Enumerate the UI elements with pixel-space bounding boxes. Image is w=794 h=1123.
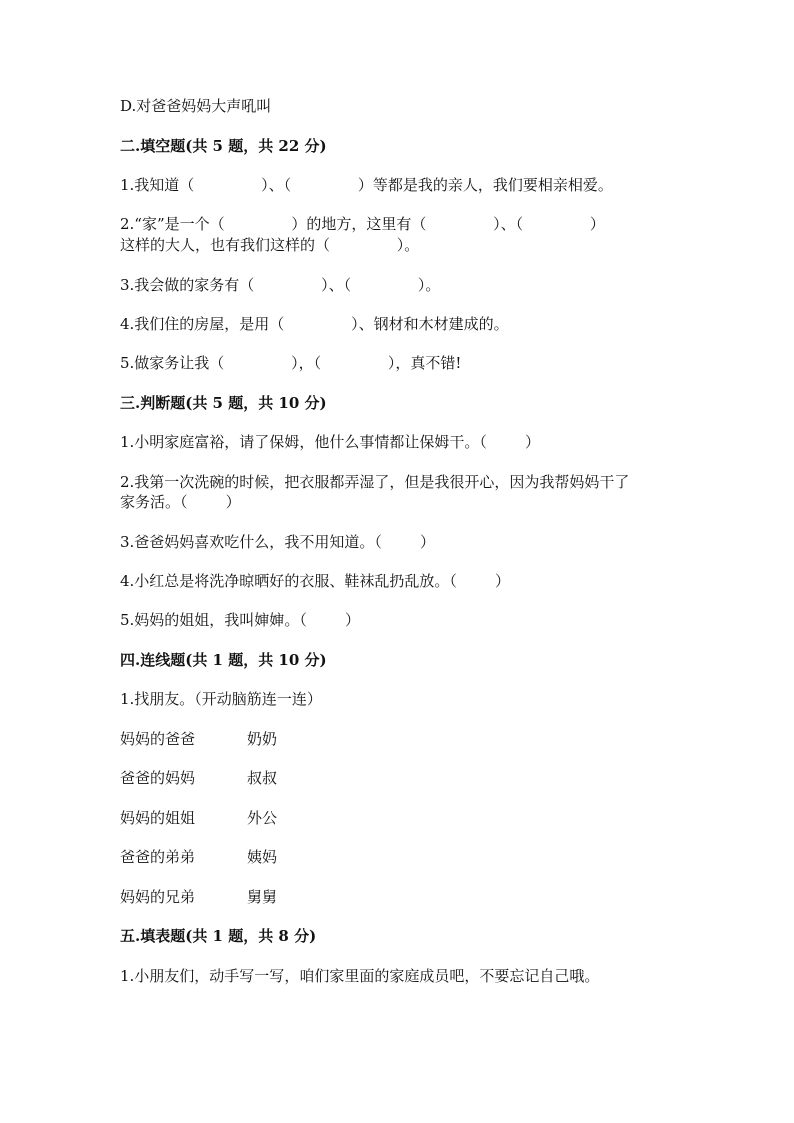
matching-left-item: 妈妈的爸爸 [120, 730, 196, 748]
fill-question-3: 3.我会做的家务有（ ）、（ ）。 [120, 276, 441, 294]
option-d: D.对爸爸妈妈大声吼叫 [120, 97, 272, 115]
judge-question-1: 1.小明家庭富裕，请了保姆，他什么事情都让保姆干。（ ） [120, 433, 540, 451]
matching-right-item: 姨妈 [247, 848, 278, 866]
matching-left-item: 爸爸的弟弟 [120, 848, 196, 866]
fill-question-2-line-2: 这样的大人，也有我们这样的（ ）。 [120, 236, 420, 254]
fill-question-2-line-1: 2.“家”是一个（ ）的地方，这里有（ ）、（ ） [120, 215, 605, 233]
fill-question-5: 5.做家务让我（ ），（ ），真不错! [120, 354, 462, 372]
matching-question-1: 1.找朋友。（开动脑筋连一连） [120, 690, 322, 708]
matching-left-item: 妈妈的兄弟 [120, 888, 196, 906]
section-heading-table: 五.填表题(共 1 题，共 8 分) [120, 927, 317, 945]
matching-left-item: 妈妈的姐姐 [120, 809, 196, 827]
judge-question-2-line-1: 2.我第一次洗碗的时候，把衣服都弄湿了，但是我很开心，因为我帮妈妈干了 [120, 473, 630, 491]
fill-question-4: 4.我们住的房屋，是用（ ）、钢材和木材建成的。 [120, 315, 509, 333]
judge-question-4: 4.小红总是将洗净晾晒好的衣服、鞋袜乱扔乱放。（ ） [120, 572, 510, 590]
matching-right-item: 叔叔 [247, 769, 278, 787]
matching-right-item: 外公 [247, 809, 278, 827]
table-question-1: 1.小朋友们，动手写一写，咱们家里面的家庭成员吧，不要忘记自己哦。 [120, 967, 600, 985]
matching-left-item: 爸爸的妈妈 [120, 769, 196, 787]
judge-question-5: 5.妈妈的姐姐，我叫婶婶。（ ） [120, 611, 360, 629]
matching-right-item: 奶奶 [247, 730, 278, 748]
section-heading-matching: 四.连线题(共 1 题，共 10 分) [120, 651, 327, 669]
matching-right-item: 舅舅 [247, 888, 278, 906]
section-heading-fill-blank: 二.填空题(共 5 题，共 22 分) [120, 137, 327, 155]
judge-question-2-line-2: 家务活。（ ） [120, 493, 241, 511]
section-heading-judge: 三.判断题(共 5 题，共 10 分) [120, 394, 327, 412]
fill-question-1: 1.我知道（ ）、（ ）等都是我的亲人，我们要相亲相爱。 [120, 176, 613, 194]
judge-question-3: 3.爸爸妈妈喜欢吃什么，我不用知道。（ ） [120, 533, 435, 551]
